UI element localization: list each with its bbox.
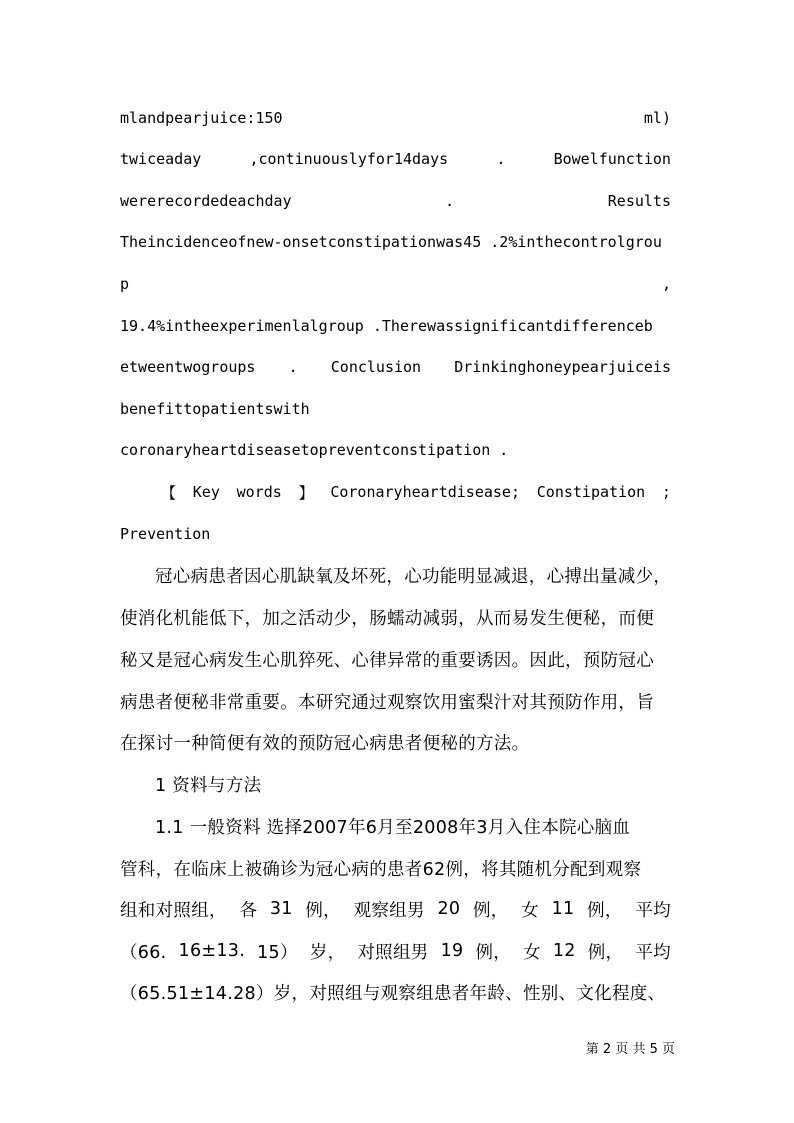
section-1-1-line: [120, 934, 671, 968]
abstract-line-2: [120, 142, 671, 176]
abstract-text: .: [288, 358, 298, 376]
abstract-line-4: [120, 225, 671, 259]
section-text: 1.1 一般资料 选择2007年6月至2008年3月入住本院心脑血: [155, 817, 631, 838]
section-heading-text: 1 资料与方法: [155, 775, 262, 796]
abstract-line-5: [120, 267, 671, 301]
intro-line: [120, 725, 671, 759]
keywords-separator: ;: [661, 483, 671, 501]
section-text: 对照组男: [357, 942, 429, 963]
page-number-footer: 第 2 页 共 5 页: [585, 1042, 675, 1057]
section-text: 岁，: [309, 942, 346, 963]
abstract-text: mlandpearjuice:150: [120, 109, 283, 127]
section-text: 平均: [635, 942, 671, 963]
abstract-text: Results: [607, 192, 671, 210]
intro-text: 冠心病患者因心肌缺氧及坏死，心功能明显减退，心搏出量减少，: [155, 566, 671, 587]
intro-text: 使消化机能低下，加之活动少，肠蠕动减弱，从而易发生便秘，而便: [120, 608, 654, 629]
abstract-line-6: [120, 309, 671, 343]
section-text: 例，: [587, 942, 624, 963]
keywords-label-key: Key: [192, 483, 220, 501]
abstract-text: Bowelfunction: [553, 150, 671, 168]
section-1-1-line: [120, 851, 671, 885]
abstract-text: ,: [661, 275, 671, 293]
intro-line: [120, 684, 671, 718]
keywords-line: [161, 475, 671, 509]
abstract-text: wererecordedeachday: [120, 192, 292, 210]
abstract-line-1: [120, 101, 671, 135]
section-text: 管科，在临床上被确诊为冠心病的患者62例，将其随机分配到观察: [120, 859, 642, 880]
keywords-bracket-close: 】: [298, 483, 314, 502]
abstract-text: ,continuouslyfor14days: [249, 150, 449, 168]
intro-text: 秘又是冠心病发生心肌猝死、心律异常的重要诱因。因此，预防冠心: [120, 650, 654, 671]
keyword-term: Prevention: [120, 525, 211, 543]
keywords-line-2: [120, 517, 671, 551]
section-text: 31: [269, 899, 293, 919]
section-text: 11: [551, 899, 575, 919]
section-text: 各: [239, 900, 258, 921]
abstract-text: p: [120, 275, 130, 293]
section-text: 20: [437, 899, 461, 919]
section-text: 19: [440, 941, 464, 961]
keywords-bracket-open: 【: [161, 483, 177, 502]
abstract-text: .: [445, 192, 455, 210]
intro-text: 病患者便秘非常重要。本研究通过观察饮用蜜梨汁对其预防作用，旨: [120, 692, 654, 713]
section-text: 15）: [257, 942, 298, 963]
section-text: 例，: [475, 942, 512, 963]
section-heading: [155, 767, 671, 801]
section-text: 组和对照组，: [120, 900, 227, 921]
section-text: 观察组男: [353, 900, 425, 921]
abstract-text: Theincidenceofnew-onsetconstipationwas45 .2%inthecontrolgrou: [120, 233, 662, 251]
section-1-1-line: [120, 892, 671, 926]
section-text: （65.51±14.28）岁，对照组与观察组患者年龄、性别、文化程度、: [120, 983, 666, 1004]
section-1-1-line: [155, 809, 671, 843]
abstract-line-7: [120, 350, 671, 384]
abstract-text: ml): [643, 109, 671, 127]
section-text: （66.: [120, 942, 167, 963]
abstract-text: 19.4%intheexperimenlalgroup .Therewassignificantdifferenceb: [120, 317, 653, 335]
abstract-text: Drinkinghoneypearjuiceis: [454, 358, 671, 376]
abstract-line-3: [120, 184, 671, 218]
section-text: 女: [523, 942, 541, 963]
section-text: 12: [552, 941, 576, 961]
abstract-text: Conclusion: [330, 358, 422, 376]
keyword-term: Constipation: [536, 483, 646, 501]
abstract-text: benefittopatientswith: [120, 400, 310, 418]
intro-text: 在探讨一种简便有效的预防冠心病患者便秘的方法。: [120, 733, 530, 754]
intro-line: [120, 642, 671, 676]
section-1-1-line: [120, 975, 671, 1009]
intro-line: [155, 558, 671, 592]
section-text: 例，: [472, 900, 509, 921]
section-text: 16±13.: [178, 941, 246, 961]
keywords-label-words: words: [236, 483, 282, 501]
intro-line: [120, 600, 671, 634]
abstract-text: etweentwogroups: [120, 358, 256, 376]
section-text: 例，: [305, 900, 341, 921]
abstract-text: twiceaday: [120, 150, 202, 168]
abstract-line-8: [120, 392, 671, 426]
keyword-term: Coronaryheartdisease;: [330, 483, 520, 501]
abstract-text: .: [496, 150, 506, 168]
section-text: 例，: [587, 900, 623, 921]
section-text: 平均: [635, 900, 671, 921]
abstract-line-9: [120, 433, 671, 467]
section-text: 女: [521, 900, 539, 921]
abstract-text: coronaryheartdiseasetopreventconstipation .: [120, 441, 509, 459]
